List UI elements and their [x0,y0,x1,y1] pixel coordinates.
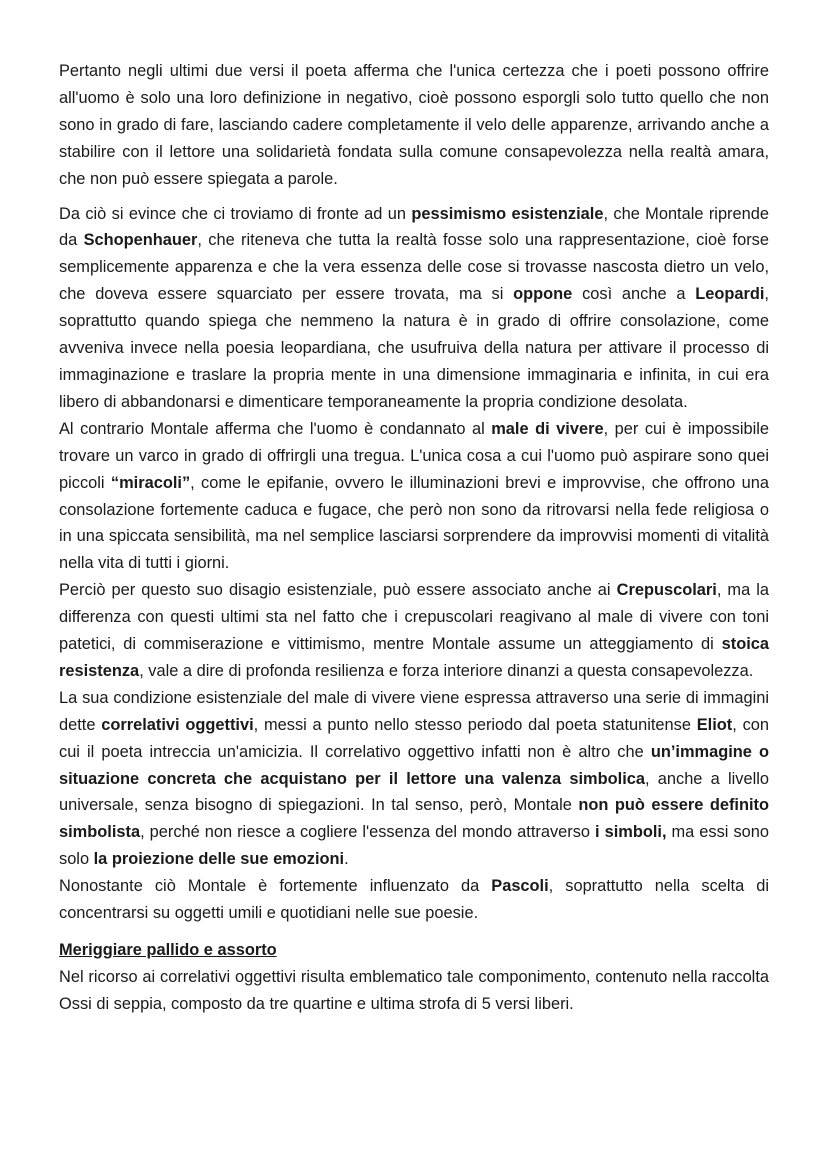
bold-term: correlativi oggettivi [101,715,254,734]
text-run: Al contrario Montale afferma che l'uomo è condannato al [59,419,492,438]
text-run: La sua condizione esistenziale del male di vivere viene espressa attraverso una serie di immagini dette [59,688,769,734]
text-run: , perché non riesce a cogliere l'essenza del mondo attraverso [140,823,596,842]
paragraph-meriggiare [59,964,769,1018]
bold-term: i simboli, [595,823,667,842]
bold-term: pessimismo esistenziale [411,204,604,223]
bold-term: male di vivere [491,419,604,438]
bold-term: oppone [513,285,573,304]
text-run: , che riteneva che tutta la realtà fosse solo una rappresentazione, cioè forse semplicemente apparenza e che la vera essenza delle cose si trovasse nascosta dietro un velo, che doveva essere squarciato per essere trovata, ma si [59,231,769,304]
text-run: , ma la differenza con questi ultimi sta nel fatto che i crepuscolari reagivano al male di vivere con toni patetici, di commiserazione e vittimismo, mentre Montale assume un atteggiamento di [59,581,769,654]
text-run: , vale a dire di profonda resilienza e forza interiore dinanzi a questa consapevolezza. [139,661,754,680]
text-run: così anche a [572,285,696,304]
bold-term: Leopardi [695,285,765,304]
text-run: Nonostante ciò Montale è fortemente influenzato da [59,877,492,896]
paragraph-crepuscolari [59,577,769,685]
paragraph-correlativi-oggettivi [59,685,769,873]
paragraph-conclusion-verses [59,58,769,193]
text-run: . [344,850,349,869]
paragraph-pessimismo [59,201,769,416]
text-run: Da ciò si evince che ci troviamo di fronte ad un [59,204,412,223]
text-run: , soprattutto quando spiega che nemmeno la natura è in grado di offrire consolazione, come avveniva invece nella poesia leopardiana, che usufruiva della natura per attivare il processo di immaginazione e traslare la propria mente in una dimensione immaginaria e infinita, in cui era libero di abbandonarsi e dimenticare temporaneamente la propria condizione desolata. [59,285,769,411]
text-run: , soprattutto nella scelta di concentrarsi su oggetti umili e quotidiani nelle sue poesie. [59,877,769,923]
paragraph-pascoli [59,873,769,927]
paragraph-text: Nel ricorso ai correlativi oggettivi risulta emblematico tale componimento, contenuto nella raccolta Ossi di seppia, composto da tre quartine e ultima strofa di 5 versi liberi. [59,967,769,1013]
bold-term: la proiezione delle sue emozioni [93,850,345,869]
text-run: , per cui è impossibile trovare un varco in grado di offrirgli una tregua. L'unica cosa a cui l'uomo può aspirare sono quei piccoli [59,419,769,492]
text-run: ma essi sono solo [59,823,769,869]
text-run: , anche a livello universale, senza bisogno di spiegazioni. In tal senso, però, Montale [59,769,769,815]
document-page [59,58,769,1018]
text-run: Perciò per questo suo disagio esistenziale, può essere associato anche ai [59,581,617,600]
bold-term: stoica resistenza [59,635,769,680]
bold-term: Eliot [696,715,733,734]
section-heading: Meriggiare pallido e assorto [59,941,277,959]
bold-term: Schopenhauer [83,231,198,250]
paragraph-male-di-vivere [59,416,769,577]
bold-term: un’immagine o situazione concreta che acquistano per il lettore una valenza simbolica [59,742,770,788]
text-run: , messi a punto nello stesso periodo dal poeta statunitense [253,715,697,734]
text-run: , con cui il poeta intreccia un'amicizia. Il correlativo oggettivo infatti non è altro che [59,715,770,761]
bold-term: Crepuscolari [616,581,717,600]
bold-term: “miracoli” [110,473,191,492]
paragraph-text: Pertanto negli ultimi due versi il poeta afferma che l'unica certezza che i poeti possono offrire all'uomo è solo una loro definizione in negativo, cioè possono esporgli solo tutto quello che non sono in grado di fare, lasciando cadere completamente il velo delle apparenze, arrivando anche a stabilire con il lettore una solidarietà fondata sulla comune consapevolezza nella realtà amara, che non può essere spiegata a parole. [59,62,769,188]
text-run: , che Montale riprende da [59,204,769,250]
bold-term: non può essere definito simbolista [59,796,770,842]
bold-term: Pascoli [491,877,549,896]
text-run: , come le epifanie, ovvero le illuminazioni brevi e improvvise, che offrono una consolazione fortemente caduca e fugace, che però non sono da ritrovarsi nella fede religiosa o in una spiccata sensibilità, ma nel semplice lasciarsi sorprendere da improvvisi momenti di vitalità nella vita di tutti i giorni. [59,473,769,573]
